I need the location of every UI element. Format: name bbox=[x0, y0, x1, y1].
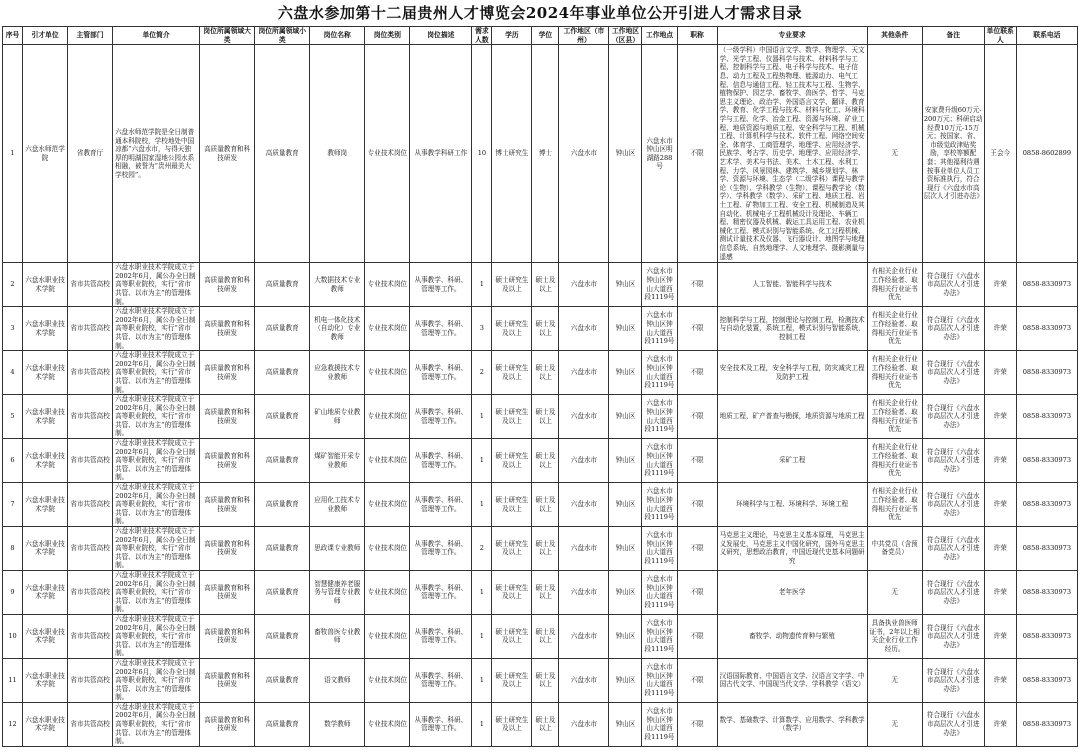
cell-phone: 0858-8330973 bbox=[1016, 483, 1077, 527]
cell-edu: 硕士研究生及以上 bbox=[492, 439, 532, 483]
cell-remark: 符合现行《六盘水市高层次人才引进办法》 bbox=[922, 307, 984, 351]
cell-category: 专业技术岗位 bbox=[365, 439, 410, 483]
column-header: 工作地点 bbox=[642, 27, 677, 45]
cell-post: 机电一体化技术（自动化）专业教师 bbox=[310, 307, 365, 351]
cell-category: 专业技术岗位 bbox=[365, 614, 410, 658]
cell-other: 有相关企业行业工作经验者、取得相关行业证书优先 bbox=[867, 263, 922, 307]
cell-intro: 六盘水职业技术学院成立于2002年6月，属公办全日制高等职业院校，实行“省市共管、以市为主”的管理体制。 bbox=[113, 570, 200, 614]
cell-place: 六盘水市钟山区钟山大道西段1119号 bbox=[642, 614, 677, 658]
recruitment-table bbox=[2, 26, 1078, 747]
cell-title-req: 不限 bbox=[677, 263, 717, 307]
column-header: 岗位名称 bbox=[310, 27, 365, 45]
cell-field-major: 高质量教育和科技研发 bbox=[200, 614, 255, 658]
cell-field-major: 高质量教育和科技研发 bbox=[200, 307, 255, 351]
table-row bbox=[3, 483, 1078, 527]
cell-city: 六盘水市 bbox=[559, 614, 609, 658]
cell-intro: 六盘水职业技术学院成立于2002年6月，属公办全日制高等职业院校，实行“省市共管、以市为主”的管理体制。 bbox=[113, 702, 200, 746]
cell-field-minor: 高质量教育 bbox=[255, 483, 310, 527]
cell-county: 钟山区 bbox=[609, 658, 642, 702]
cell-field-minor: 高质量教育 bbox=[255, 570, 310, 614]
cell-other: 有相关企业行业工作经验者、取得相关行业证书优先 bbox=[867, 483, 922, 527]
cell-major: 控制科学与工程，控制理论与控制工程，检测技术与自动化装置，系统工程，模式识别与智能系统，控制工程 bbox=[717, 307, 867, 351]
cell-contact: 许荣 bbox=[984, 439, 1016, 483]
cell-phone: 0858-8330973 bbox=[1016, 614, 1077, 658]
cell-field-minor: 高质量教育 bbox=[255, 307, 310, 351]
cell-place: 六盘水市钟山区钟山大道西段1119号 bbox=[642, 439, 677, 483]
cell-post: 智慧健康养老服务与管理专业教师 bbox=[310, 570, 365, 614]
cell-dept: 省市共管高校 bbox=[68, 439, 113, 483]
cell-dept: 省市共管高校 bbox=[68, 658, 113, 702]
cell-phone: 0858-8330973 bbox=[1016, 702, 1077, 746]
cell-field-minor: 高质量教育 bbox=[255, 527, 310, 571]
cell-field-major: 高质量教育和科技研发 bbox=[200, 527, 255, 571]
cell-edu: 硕士研究生及以上 bbox=[492, 351, 532, 395]
cell-edu: 博士研究生 bbox=[492, 45, 532, 263]
cell-field-minor: 高质量教育 bbox=[255, 702, 310, 746]
cell-degree: 硕士及以上 bbox=[532, 570, 559, 614]
cell-dept: 省市共管高校 bbox=[68, 395, 113, 439]
cell-dept: 省市共管高校 bbox=[68, 570, 113, 614]
cell-remark: 安家费升级60万元-200万元；科研启动经费10万元-15万元；按国家、省、市级觉政津贴奖励，享校等额配套；其他福利待遇按事业单位人员工资标准执行，符合现行《六盘水市高层次人才引进办法》 bbox=[922, 45, 984, 263]
cell-degree: 硕士及以上 bbox=[532, 614, 559, 658]
cell-field-major: 高质量教育和科技研发 bbox=[200, 263, 255, 307]
cell-post: 语文教师 bbox=[310, 658, 365, 702]
cell-field-major: 高质量教育和科技研发 bbox=[200, 45, 255, 263]
cell-phone: 0858-8330973 bbox=[1016, 395, 1077, 439]
cell-city: 六盘水市 bbox=[559, 658, 609, 702]
cell-dept: 省市共管高校 bbox=[68, 702, 113, 746]
column-header: 其他条件 bbox=[867, 27, 922, 45]
table-row bbox=[3, 263, 1078, 307]
cell-post: 数学教师 bbox=[310, 702, 365, 746]
cell-degree: 硕士及以上 bbox=[532, 307, 559, 351]
cell-edu: 硕士研究生及以上 bbox=[492, 702, 532, 746]
cell-intro: 六盘水师范学院是全日制普通本科院校，学校地处中国凉都“六盘水市，与得天独厚的明湖国家湿地公园水系相融，被誉为“贵州最美大学校园”。 bbox=[113, 45, 200, 263]
cell-desc: 从事教学、科研、管理等工作。 bbox=[410, 395, 472, 439]
cell-dept: 省市共管高校 bbox=[68, 307, 113, 351]
cell-major: 马克思主义理论，马克思主义基本原理，马克思主义发展史，马克思主义中国化研究，国外马克思主义研究，思想政治教育，中国近现代史基本问题研究 bbox=[717, 527, 867, 571]
cell-county: 钟山区 bbox=[609, 702, 642, 746]
cell-title-req: 不限 bbox=[677, 439, 717, 483]
cell-dept: 省教育厅 bbox=[68, 45, 113, 263]
cell-county: 钟山区 bbox=[609, 395, 642, 439]
cell-no: 7 bbox=[3, 483, 23, 527]
cell-category: 专业技术岗位 bbox=[365, 702, 410, 746]
cell-city: 六盘水市 bbox=[559, 351, 609, 395]
column-header: 工作地区（市州） bbox=[559, 27, 609, 45]
column-header: 单位联系人 bbox=[984, 27, 1016, 45]
cell-other: 无 bbox=[867, 570, 922, 614]
cell-field-minor: 高质量教育 bbox=[255, 395, 310, 439]
cell-county: 钟山区 bbox=[609, 45, 642, 263]
cell-intro: 六盘水职业技术学院成立于2002年6月，属公办全日制高等职业院校，实行“省市共管、以市为主”的管理体制。 bbox=[113, 263, 200, 307]
table-row bbox=[3, 45, 1078, 263]
table-row bbox=[3, 702, 1078, 746]
cell-dept: 省市共管高校 bbox=[68, 263, 113, 307]
cell-count: 1 bbox=[472, 263, 492, 307]
cell-remark: 符合现行《六盘水市高层次人才引进办法》 bbox=[922, 351, 984, 395]
cell-contact: 许荣 bbox=[984, 263, 1016, 307]
cell-title-req: 不限 bbox=[677, 614, 717, 658]
cell-intro: 六盘水职业技术学院成立于2002年6月，属公办全日制高等职业院校，实行“省市共管、以市为主”的管理体制。 bbox=[113, 658, 200, 702]
table-row bbox=[3, 351, 1078, 395]
cell-phone: 0858-8330973 bbox=[1016, 263, 1077, 307]
cell-other: 有相关企业行业工作经验者、取得相关行业证书优先 bbox=[867, 351, 922, 395]
column-header: 岗位所属领域小类 bbox=[255, 27, 310, 45]
cell-field-major: 高质量教育和科技研发 bbox=[200, 702, 255, 746]
cell-category: 专业技术岗位 bbox=[365, 45, 410, 263]
cell-no: 3 bbox=[3, 307, 23, 351]
cell-field-minor: 高质量教育 bbox=[255, 263, 310, 307]
cell-contact: 许荣 bbox=[984, 614, 1016, 658]
cell-contact: 许荣 bbox=[984, 527, 1016, 571]
cell-major: （一级学科）中国语言文学、数学、物理学、天文学、光学工程、仪器科学与技术、材料科学与工程、控制科学与工程、电子科学与技术、电子信息、动力工程及工程热物理、能源动力、电气工程、信息与通信工程、轻工技术与工程、生物学、植物保护、园艺学、畜牧学、兽医学、哲学、马克思主义理论、政治学、外国语言文学、翻译、教育学、教育、化学工程与技术、材料与化工、环境科学与工程、化学、冶金工程、资源与环境、矿业工程、地质资源与地质工程、安全科学与工程、机械工程、计算机科学与技术、软件工程、网络空间安全、体育学、工商管理学、地理学、应用经济学、民族学、考古学、历史学、地理学、应用经济学、艺术学、美术与书法、美术、土木工程、水利工程、力学、风景园林、建筑学、城乡规划学、林学、资源与环境、生态学（二级学科）课程与教学论（生物）、学科教学（生物）、课程与教学论（数学）、学科教学（数学）、采矿工程、地质工程、岩土工程、矿物加工工程、安全工程、机械制造及其自动化、机械电子工程机械设计及理论、车辆工程、精密仪器及机械、载运工具运用工程、农业机械化工程、模式识别与智能系统、化工过程机械、测试计量技术及仪器、飞行器设计、地图学与地理信息系统、自然地理学、人文地理学、摄影测量与遥感 bbox=[717, 45, 867, 263]
cell-category: 专业技术岗位 bbox=[365, 307, 410, 351]
cell-field-minor: 高质量教育 bbox=[255, 658, 310, 702]
column-header: 备注 bbox=[922, 27, 984, 45]
cell-county: 钟山区 bbox=[609, 527, 642, 571]
cell-count: 2 bbox=[472, 527, 492, 571]
cell-degree: 硕士及以上 bbox=[532, 439, 559, 483]
cell-other: 中共党员（含预备党员） bbox=[867, 527, 922, 571]
cell-post: 矿山地质专业教师 bbox=[310, 395, 365, 439]
cell-no: 1 bbox=[3, 45, 23, 263]
cell-no: 12 bbox=[3, 702, 23, 746]
cell-degree: 硕士及以上 bbox=[532, 483, 559, 527]
cell-major: 地质工程，矿产普查与勘探，地质资源与地质工程 bbox=[717, 395, 867, 439]
cell-title-req: 不限 bbox=[677, 570, 717, 614]
cell-title-req: 不限 bbox=[677, 483, 717, 527]
cell-title-req: 不限 bbox=[677, 395, 717, 439]
cell-county: 钟山区 bbox=[609, 570, 642, 614]
cell-phone: 0858-8330973 bbox=[1016, 307, 1077, 351]
cell-count: 3 bbox=[472, 307, 492, 351]
cell-edu: 硕士研究生及以上 bbox=[492, 307, 532, 351]
cell-count: 1 bbox=[472, 702, 492, 746]
cell-place: 六盘水市钟山区钟山大道西段1119号 bbox=[642, 351, 677, 395]
cell-desc: 从事教学、科研、管理等工作。 bbox=[410, 614, 472, 658]
cell-field-minor: 高质量教育 bbox=[255, 614, 310, 658]
cell-phone: 0858-8330973 bbox=[1016, 658, 1077, 702]
cell-major: 汉语国际教育、中国语言文学、汉语言文字学、中国古代文学、中国现当代文学、学科教学（语文） bbox=[717, 658, 867, 702]
column-header: 引才单位 bbox=[23, 27, 68, 45]
cell-count: 1 bbox=[472, 439, 492, 483]
cell-unit: 六盘水职业技术学院 bbox=[23, 439, 68, 483]
cell-no: 4 bbox=[3, 351, 23, 395]
column-header: 单位简介 bbox=[113, 27, 200, 45]
cell-desc: 从事教学、科研、管理等工作。 bbox=[410, 439, 472, 483]
cell-major: 数学、基础数学、计算数学、应用数学、学科教学（数学） bbox=[717, 702, 867, 746]
column-header: 需求人数 bbox=[472, 27, 492, 45]
cell-major: 环境科学与工程、环境科学、环境工程 bbox=[717, 483, 867, 527]
cell-no: 10 bbox=[3, 614, 23, 658]
cell-count: 2 bbox=[472, 351, 492, 395]
cell-intro: 六盘水职业技术学院成立于2002年6月，属公办全日制高等职业院校，实行“省市共管、以市为主”的管理体制。 bbox=[113, 395, 200, 439]
cell-major: 老年医学 bbox=[717, 570, 867, 614]
cell-remark: 符合现行《六盘水市高层次人才引进办法》 bbox=[922, 570, 984, 614]
cell-place: 六盘水市钟山区钟山大道西段1119号 bbox=[642, 658, 677, 702]
cell-count: 1 bbox=[472, 570, 492, 614]
cell-county: 钟山区 bbox=[609, 483, 642, 527]
cell-unit: 六盘水职业技术学院 bbox=[23, 395, 68, 439]
cell-intro: 六盘水职业技术学院成立于2002年6月，属公办全日制高等职业院校，实行“省市共管、以市为主”的管理体制。 bbox=[113, 439, 200, 483]
table-row bbox=[3, 439, 1078, 483]
cell-place: 六盘水市钟山区钟山大道西段1119号 bbox=[642, 395, 677, 439]
cell-city: 六盘水市 bbox=[559, 45, 609, 263]
cell-contact: 许荣 bbox=[984, 307, 1016, 351]
cell-no: 2 bbox=[3, 263, 23, 307]
cell-edu: 硕士研究生及以上 bbox=[492, 614, 532, 658]
cell-phone: 0858-8330973 bbox=[1016, 439, 1077, 483]
cell-desc: 从事教学、科研、管理等工作。 bbox=[410, 483, 472, 527]
table-row bbox=[3, 658, 1078, 702]
cell-city: 六盘水市 bbox=[559, 570, 609, 614]
cell-category: 专业技术岗位 bbox=[365, 395, 410, 439]
cell-intro: 六盘水职业技术学院成立于2002年6月，属公办全日制高等职业院校，实行“省市共管、以市为主”的管理体制。 bbox=[113, 351, 200, 395]
cell-title-req: 不限 bbox=[677, 527, 717, 571]
cell-remark: 符合现行《六盘水市高层次人才引进办法》 bbox=[922, 658, 984, 702]
cell-contact: 许荣 bbox=[984, 702, 1016, 746]
cell-edu: 硕士研究生及以上 bbox=[492, 658, 532, 702]
cell-edu: 硕士研究生及以上 bbox=[492, 483, 532, 527]
cell-category: 专业技术岗位 bbox=[365, 351, 410, 395]
cell-unit: 六盘水师范学院 bbox=[23, 45, 68, 263]
cell-county: 钟山区 bbox=[609, 614, 642, 658]
column-header: 岗位所属领域大类 bbox=[200, 27, 255, 45]
cell-contact: 王会今 bbox=[984, 45, 1016, 263]
cell-contact: 许荣 bbox=[984, 351, 1016, 395]
cell-degree: 硕士及以上 bbox=[532, 527, 559, 571]
cell-degree: 博士 bbox=[532, 45, 559, 263]
cell-unit: 六盘水职业技术学院 bbox=[23, 702, 68, 746]
column-header: 专业要求 bbox=[717, 27, 867, 45]
cell-category: 专业技术岗位 bbox=[365, 263, 410, 307]
cell-post: 应用化工技术专业教师 bbox=[310, 483, 365, 527]
cell-unit: 六盘水职业技术学院 bbox=[23, 570, 68, 614]
cell-no: 5 bbox=[3, 395, 23, 439]
table-row bbox=[3, 570, 1078, 614]
cell-major: 畜牧学、动物遗传育种与繁殖 bbox=[717, 614, 867, 658]
cell-field-major: 高质量教育和科技研发 bbox=[200, 351, 255, 395]
cell-no: 6 bbox=[3, 439, 23, 483]
cell-contact: 许荣 bbox=[984, 395, 1016, 439]
column-header: 主管部门 bbox=[68, 27, 113, 45]
cell-degree: 硕士及以上 bbox=[532, 702, 559, 746]
cell-no: 8 bbox=[3, 527, 23, 571]
cell-remark: 符合现行《六盘水市高层次人才引进办法》 bbox=[922, 483, 984, 527]
cell-place: 六盘水市钟山区钟山大道西段1119号 bbox=[642, 702, 677, 746]
cell-title-req: 不限 bbox=[677, 45, 717, 263]
cell-category: 专业技术岗位 bbox=[365, 527, 410, 571]
cell-edu: 硕士研究生及以上 bbox=[492, 263, 532, 307]
cell-degree: 硕士及以上 bbox=[532, 351, 559, 395]
cell-city: 六盘水市 bbox=[559, 263, 609, 307]
cell-unit: 六盘水职业技术学院 bbox=[23, 614, 68, 658]
cell-degree: 硕士及以上 bbox=[532, 658, 559, 702]
cell-city: 六盘水市 bbox=[559, 395, 609, 439]
cell-place: 六盘水市钟山区钟山大道西段1119号 bbox=[642, 483, 677, 527]
cell-city: 六盘水市 bbox=[559, 702, 609, 746]
column-header: 学历 bbox=[492, 27, 532, 45]
cell-edu: 硕士研究生及以上 bbox=[492, 527, 532, 571]
cell-county: 钟山区 bbox=[609, 351, 642, 395]
cell-city: 六盘水市 bbox=[559, 439, 609, 483]
column-header: 岗位描述 bbox=[410, 27, 472, 45]
cell-unit: 六盘水职业技术学院 bbox=[23, 658, 68, 702]
cell-phone: 0858-8330973 bbox=[1016, 570, 1077, 614]
cell-dept: 省市共管高校 bbox=[68, 483, 113, 527]
cell-category: 专业技术岗位 bbox=[365, 570, 410, 614]
cell-degree: 硕士及以上 bbox=[532, 263, 559, 307]
cell-phone: 0858-8330973 bbox=[1016, 527, 1077, 571]
cell-city: 六盘水市 bbox=[559, 483, 609, 527]
cell-title-req: 不限 bbox=[677, 307, 717, 351]
cell-place: 六盘水市钟山区钟山大道西段1119号 bbox=[642, 570, 677, 614]
cell-phone: 0858-8330973 bbox=[1016, 351, 1077, 395]
table-row bbox=[3, 614, 1078, 658]
page-title: 六盘水参加第十二届贵州人才博览会2024年事业单位公开引进人才需求目录 bbox=[277, 4, 803, 22]
cell-contact: 许荣 bbox=[984, 483, 1016, 527]
cell-unit: 六盘水职业技术学院 bbox=[23, 483, 68, 527]
cell-post: 应急救援技术专业教师 bbox=[310, 351, 365, 395]
cell-field-major: 高质量教育和科技研发 bbox=[200, 483, 255, 527]
cell-desc: 从事教学、科研、管理等工作。 bbox=[410, 527, 472, 571]
cell-edu: 硕士研究生及以上 bbox=[492, 570, 532, 614]
cell-field-minor: 高质量教育 bbox=[255, 351, 310, 395]
cell-count: 1 bbox=[472, 614, 492, 658]
cell-title-req: 不限 bbox=[677, 702, 717, 746]
cell-count: 10 bbox=[472, 45, 492, 263]
cell-county: 钟山区 bbox=[609, 263, 642, 307]
cell-intro: 六盘水职业技术学院成立于2002年6月，属公办全日制高等职业院校，实行“省市共管、以市为主”的管理体制。 bbox=[113, 307, 200, 351]
cell-count: 1 bbox=[472, 658, 492, 702]
table-header-row bbox=[3, 27, 1078, 45]
cell-edu: 硕士研究生及以上 bbox=[492, 395, 532, 439]
cell-place: 六盘水市钟山区钟山大道西段1119号 bbox=[642, 527, 677, 571]
cell-other: 具备执业兽医师证书，2年以上相关企业行业工作经历。 bbox=[867, 614, 922, 658]
cell-remark: 符合现行《六盘水市高层次人才引进办法》 bbox=[922, 439, 984, 483]
cell-title-req: 不限 bbox=[677, 658, 717, 702]
column-header: 学位 bbox=[532, 27, 559, 45]
cell-unit: 六盘水职业技术学院 bbox=[23, 351, 68, 395]
cell-field-major: 高质量教育和科技研发 bbox=[200, 658, 255, 702]
table-body bbox=[3, 45, 1078, 747]
cell-city: 六盘水市 bbox=[559, 307, 609, 351]
cell-degree: 硕士及以上 bbox=[532, 395, 559, 439]
column-header: 序号 bbox=[3, 27, 23, 45]
column-header: 岗位类别 bbox=[365, 27, 410, 45]
cell-intro: 六盘水职业技术学院成立于2002年6月，属公办全日制高等职业院校，实行“省市共管、以市为主”的管理体制。 bbox=[113, 614, 200, 658]
cell-remark: 符合现行《六盘水市高层次人才引进办法》 bbox=[922, 527, 984, 571]
cell-other: 无 bbox=[867, 702, 922, 746]
cell-intro: 六盘水职业技术学院成立于2002年6月，属公办全日制高等职业院校，实行“省市共管、以市为主”的管理体制。 bbox=[113, 483, 200, 527]
cell-desc: 从事教学科研工作 bbox=[410, 45, 472, 263]
cell-other: 无 bbox=[867, 658, 922, 702]
cell-major: 安全技术及工程，安全科学与工程，防灾减灾工程及防护工程 bbox=[717, 351, 867, 395]
cell-major: 人工智能、智能科学与技术 bbox=[717, 263, 867, 307]
cell-category: 专业技术岗位 bbox=[365, 658, 410, 702]
cell-post: 畜牧兽医专业教师 bbox=[310, 614, 365, 658]
cell-desc: 从事教学、科研、管理等工作。 bbox=[410, 351, 472, 395]
cell-unit: 六盘水职业技术学院 bbox=[23, 263, 68, 307]
cell-title-req: 不限 bbox=[677, 351, 717, 395]
cell-dept: 省市共管高校 bbox=[68, 527, 113, 571]
table-row bbox=[3, 527, 1078, 571]
cell-count: 1 bbox=[472, 395, 492, 439]
cell-contact: 许荣 bbox=[984, 658, 1016, 702]
cell-remark: 符合现行《六盘水市高层次人才引进办法》 bbox=[922, 395, 984, 439]
cell-place: 六盘水市钟山区明湖路288号 bbox=[642, 45, 677, 263]
cell-unit: 六盘水职业技术学院 bbox=[23, 307, 68, 351]
cell-dept: 省市共管高校 bbox=[68, 351, 113, 395]
cell-county: 钟山区 bbox=[609, 439, 642, 483]
table-row bbox=[3, 307, 1078, 351]
cell-field-major: 高质量教育和科技研发 bbox=[200, 439, 255, 483]
cell-phone: 0858-8602899 bbox=[1016, 45, 1077, 263]
column-header: 职称 bbox=[677, 27, 717, 45]
cell-dept: 省市共管高校 bbox=[68, 614, 113, 658]
cell-contact: 许荣 bbox=[984, 570, 1016, 614]
cell-no: 11 bbox=[3, 658, 23, 702]
column-header: 工作地区（区县） bbox=[609, 27, 642, 45]
cell-desc: 从事教学、科研、管理等工作。 bbox=[410, 570, 472, 614]
cell-desc: 从事教学、科研、管理等工作。 bbox=[410, 702, 472, 746]
cell-city: 六盘水市 bbox=[559, 527, 609, 571]
cell-unit: 六盘水职业技术学院 bbox=[23, 527, 68, 571]
cell-place: 六盘水市钟山区钟山大道西段1119号 bbox=[642, 307, 677, 351]
cell-post: 煤矿智能开采专业教师 bbox=[310, 439, 365, 483]
cell-field-minor: 高质量教育 bbox=[255, 45, 310, 263]
cell-desc: 从事教学、科研、管理等工作。 bbox=[410, 263, 472, 307]
cell-post: 思政课专业教师 bbox=[310, 527, 365, 571]
cell-place: 六盘水市钟山区钟山大道西段1119号 bbox=[642, 263, 677, 307]
cell-remark: 符合现行《六盘水市高层次人才引进办法》 bbox=[922, 702, 984, 746]
cell-other: 无 bbox=[867, 45, 922, 263]
column-header: 联系电话 bbox=[1016, 27, 1077, 45]
cell-intro: 六盘水职业技术学院成立于2002年6月，属公办全日制高等职业院校，实行“省市共管、以市为主”的管理体制。 bbox=[113, 527, 200, 571]
cell-post: 大数据技术专业教师 bbox=[310, 263, 365, 307]
table-row bbox=[3, 395, 1078, 439]
cell-remark: 符合现行《六盘水市高层次人才引进办法》 bbox=[922, 263, 984, 307]
cell-post: 教师岗 bbox=[310, 45, 365, 263]
cell-desc: 从事教学、科研、管理等工作。 bbox=[410, 307, 472, 351]
cell-other: 有相关企业行业工作经验者、取得相关行业证书优先 bbox=[867, 395, 922, 439]
cell-no: 9 bbox=[3, 570, 23, 614]
cell-count: 1 bbox=[472, 483, 492, 527]
cell-other: 有相关企业行业工作经验者、取得相关行业证书优先 bbox=[867, 307, 922, 351]
cell-field-major: 高质量教育和科技研发 bbox=[200, 395, 255, 439]
cell-field-minor: 高质量教育 bbox=[255, 439, 310, 483]
cell-field-major: 高质量教育和科技研发 bbox=[200, 570, 255, 614]
cell-major: 采矿工程 bbox=[717, 439, 867, 483]
cell-category: 专业技术岗位 bbox=[365, 483, 410, 527]
cell-county: 钟山区 bbox=[609, 307, 642, 351]
cell-desc: 从事教学、科研、管理等工作。 bbox=[410, 658, 472, 702]
cell-remark: 符合现行《六盘水市高层次人才引进办法》 bbox=[922, 614, 984, 658]
cell-other: 有相关企业行业工作经验者、取得相关行业证书优先 bbox=[867, 439, 922, 483]
